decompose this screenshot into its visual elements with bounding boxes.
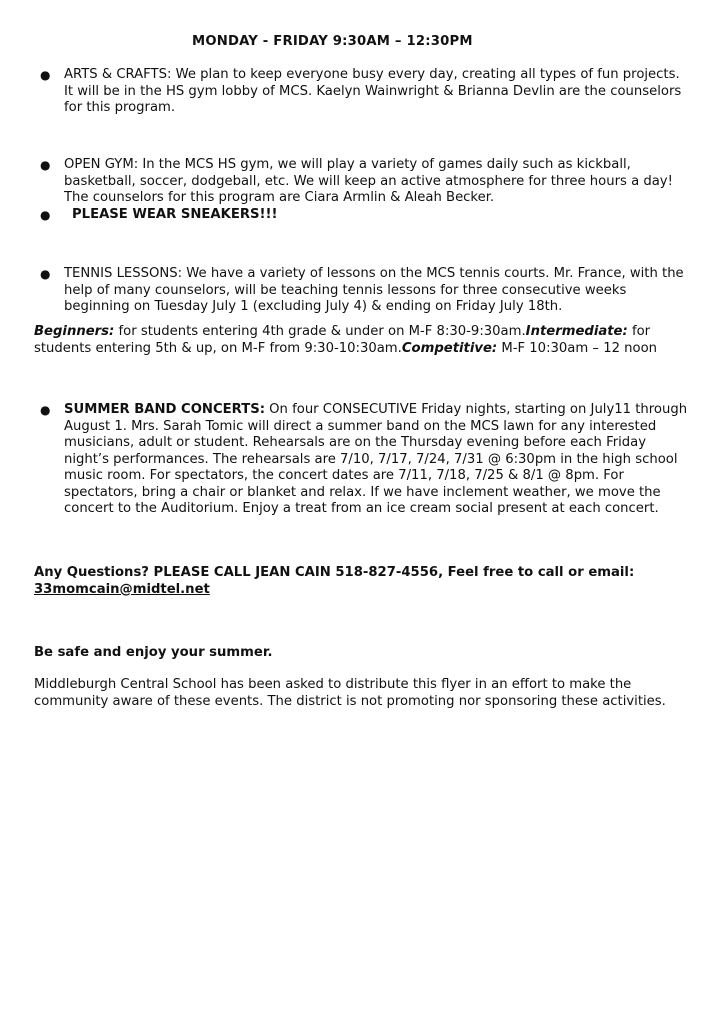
tennis-levels (34, 324, 706, 357)
competitive-text: M-F 10:30am – 12 noon (497, 340, 658, 356)
band-item (36, 402, 692, 518)
tennis-title: TENNIS LESSONS (64, 266, 178, 281)
arts-crafts-section (36, 67, 692, 117)
disclaimer-text: Middleburgh Central School has been asked to distribute this flyer in an effort to make the community aware of these events. The district is not promoting nor sponsoring these activities. (34, 677, 666, 709)
open-gym-item (36, 157, 692, 207)
contact-text: Any Questions? PLEASE CALL JEAN CAIN 518-827-4556, Feel free to call or email: (34, 565, 635, 580)
open-gym-title: OPEN GYM (64, 157, 134, 172)
tennis-item (36, 266, 692, 316)
arts-crafts-text: : We plan to keep everyone busy every day, creating all types of fun projects. It will be in the HS gym lobby of MCS. Kaelyn Wainwright & Brianna Devlin are the counselors for this program. (64, 67, 682, 115)
arts-crafts-title: ARTS & CRAFTS (64, 67, 167, 82)
open-gym-text: : In the MCS HS gym, we will play a variety of games daily such as kickball, basketball, soccer, dodgeball, etc. We will keep an active atmosphere for three hours a day! The counselors for this program are Ciara Armlin & Aleah Becker. (64, 157, 673, 205)
bullet-icon: ● (40, 267, 51, 281)
band-title: SUMMER BAND CONCERTS: (64, 402, 265, 417)
contact-email-link[interactable]: 33momcain@midtel.net (34, 581, 210, 597)
band-text: On four CONSECUTIVE Friday nights, starting on July11 through August 1. Mrs. Sarah Tomic will direct a summer band on the MCS lawn for any interested musicians, adult or student. Rehearsals are on the Thursday evening before each Friday night’s performances. The rehearsals are 7/10, 7/17, 7/24, 7/31 @ 6:30pm in the high school music room. For spectators, the concert dates are 7/11, 7/18, 7/25 & 8/1 @ 8pm. For spectators, bring a chair or blanket and relax. If we have inclement weather, we move the concert to the Auditorium. Enjoy a treat from an ice cream social present at each concert. (64, 402, 688, 516)
competitive-label: Competitive: (401, 340, 498, 356)
bullet-icon: ● (40, 68, 51, 82)
intermediate-label: Intermediate: (525, 324, 628, 339)
schedule-heading: MONDAY - FRIDAY 9:30AM – 12:30PM (192, 34, 473, 49)
open-gym-section (36, 157, 692, 223)
beginners-label: Beginners: (34, 324, 115, 339)
band-section (36, 402, 692, 518)
beginners-text: for students entering 4th grade & under on M-F 8:30-9:30am. (114, 324, 526, 339)
bullet-icon: ● (40, 403, 51, 417)
bullet-icon: ● (40, 158, 51, 172)
arts-crafts-item (36, 67, 692, 117)
tennis-text: : We have a variety of lessons on the MCS tennis courts. Mr. France, with the help of many counselors, will be teaching tennis lessons for three consecutive weeks beginning on Tuesday July 1 (excluding July 4) & ending on Friday July 18th. (64, 266, 684, 314)
bullet-icon: ● (40, 207, 51, 222)
intermediate-text: for students entering 5th & up, on M-F from 9:30-10:30am. (34, 324, 651, 356)
sneakers-notice: PLEASE WEAR SNEAKERS!!! (72, 206, 278, 222)
contact-block (34, 565, 706, 598)
sneakers-item (36, 207, 692, 224)
closing-line: Be safe and enjoy your summer. (34, 645, 273, 660)
tennis-section (36, 266, 692, 316)
